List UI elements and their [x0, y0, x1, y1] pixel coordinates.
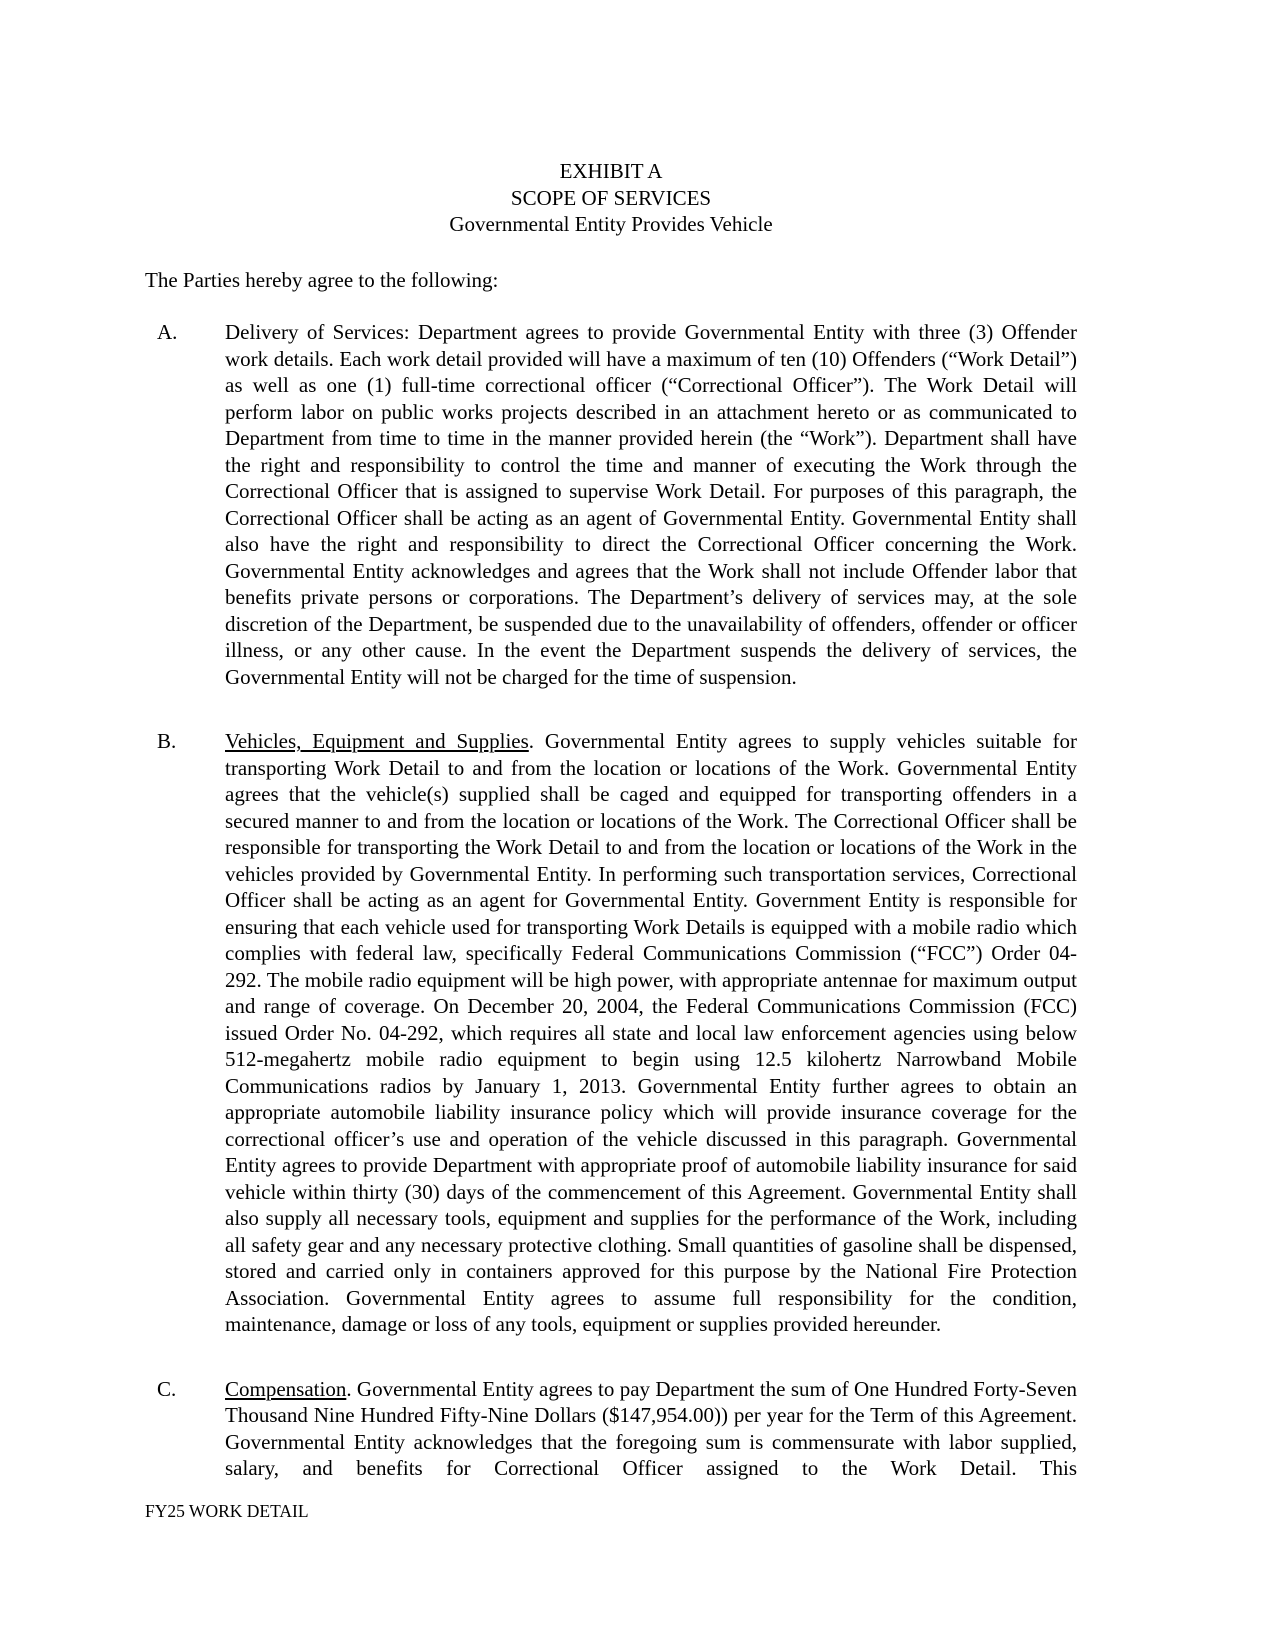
item-b-heading: Vehicles, Equipment and Supplies: [225, 729, 529, 753]
item-b-text: . Governmental Entity agrees to supply vehicles suitable for transporting Work Detail to and from the location or locations of the Work. Governmental Entity agrees that the vehicle(s) supplied shall be caged and equipped for transporting offenders in a secured manner to and from the location or locations of the Work. The Correctional Officer shall be responsible for transporting the Work Detail to and from the location or locations of the Work in the vehicles provided by Governmental Entity. In performing such transportation services, Correctional Officer shall be acting as an agent for Governmental Entity. Government Entity is responsible for ensuring that each vehicle used for transporting Work Details is equipped with a mobile radio which complies with federal law, specifically Federal Communications Commission (“FCC”) Order 04-292. The mobile radio equipment will be high power, with appropriate antennae for maximum output and range of coverage. On December 20, 2004, the Federal Communications Commission (FCC) issued Order No. 04-292, which requires all state and local law enforcement agencies using below 512-megahertz mobile radio equipment to begin using 12.5 kilohertz Narrowband Mobile Communications radios by January 1, 2013. Governmental Entity further agrees to obtain an appropriate automobile liability insurance policy which will provide insurance coverage for the correctional officer’s use and operation of the vehicle discussed in this paragraph. Governmental Entity agrees to provide Department with appropriate proof of automobile liability insurance for said vehicle within thirty (30) days of the commencement of this Agreement. Governmental Entity shall also supply all necessary tools, equipment and supplies for the performance of the Work, including all safety gear and any necessary protective clothing. Small quantities of gasoline shall be dispensed, stored and carried only in containers approved for this purpose by the National Fire Protection Association. Governmental Entity agrees to assume full responsibility for the condition, maintenance, damage or loss of any tools, equipment or supplies provided hereunder.: [225, 729, 1077, 1336]
exhibit-title: EXHIBIT A: [559, 159, 663, 183]
title-block: [145, 158, 1077, 238]
page-content: [145, 158, 1077, 1482]
item-a-body: [225, 319, 1077, 690]
intro-paragraph: The Parties hereby agree to the following:: [145, 267, 499, 292]
page-footer: FY25 WORK DETAIL: [145, 1501, 309, 1521]
item-b-body: [225, 728, 1077, 1338]
list-item-b: [145, 728, 1077, 1338]
scope-of-services-title: SCOPE OF SERVICES: [510, 185, 712, 210]
item-a-text: Delivery of Services: Department agrees to provide Governmental Entity with three (3) Offender work details. Each work detail provided will have a maximum of ten (10) Offenders (“Work Detail”) as well as one (1) full-time correctional officer (“Correctional Officer”). The Work Detail will perform labor on public works projects described in an attachment hereto or as communicated to Department from time to time in the manner provided herein (the “Work”). Department shall have the right and responsibility to control the time and manner of executing the Work through the Correctional Officer that is assigned to supervise Work Detail. For purposes of this paragraph, the Correctional Officer shall be acting as an agent of Governmental Entity. Governmental Entity shall also have the right and responsibility to direct the Correctional Officer concerning the Work. Governmental Entity acknowledges and agrees that the Work shall not include Offender labor that benefits private persons or corporations. The Department’s delivery of services may, at the sole discretion of the Department, be suspended due to the unavailability of offenders, offender or officer illness, or any other cause. In the event the Department suspends the delivery of services, the Governmental Entity will not be charged for the time of suspension.: [225, 320, 1077, 689]
list-item-c: [145, 1376, 1077, 1482]
list-item-a: [145, 319, 1077, 690]
item-c-text: . Governmental Entity agrees to pay Department the sum of One Hundred Forty-Seven Thousand Nine Hundred Fifty-Nine Dollars ($147,954.00)) per year for the Term of this Agreement. Governmental Entity acknowledges that the foregoing sum is commensurate with labor supplied, salary, and benefits for Correctional Officer assigned to the Work Detail. This: [225, 1376, 1077, 1480]
item-b-label: B.: [157, 729, 177, 753]
item-c-body: [225, 1376, 1077, 1482]
item-c-label: C.: [157, 1376, 177, 1401]
document-subtitle: Governmental Entity Provides Vehicle: [449, 212, 773, 236]
item-c-heading: Compensation: [225, 1376, 347, 1401]
item-a-label: A.: [157, 320, 178, 344]
